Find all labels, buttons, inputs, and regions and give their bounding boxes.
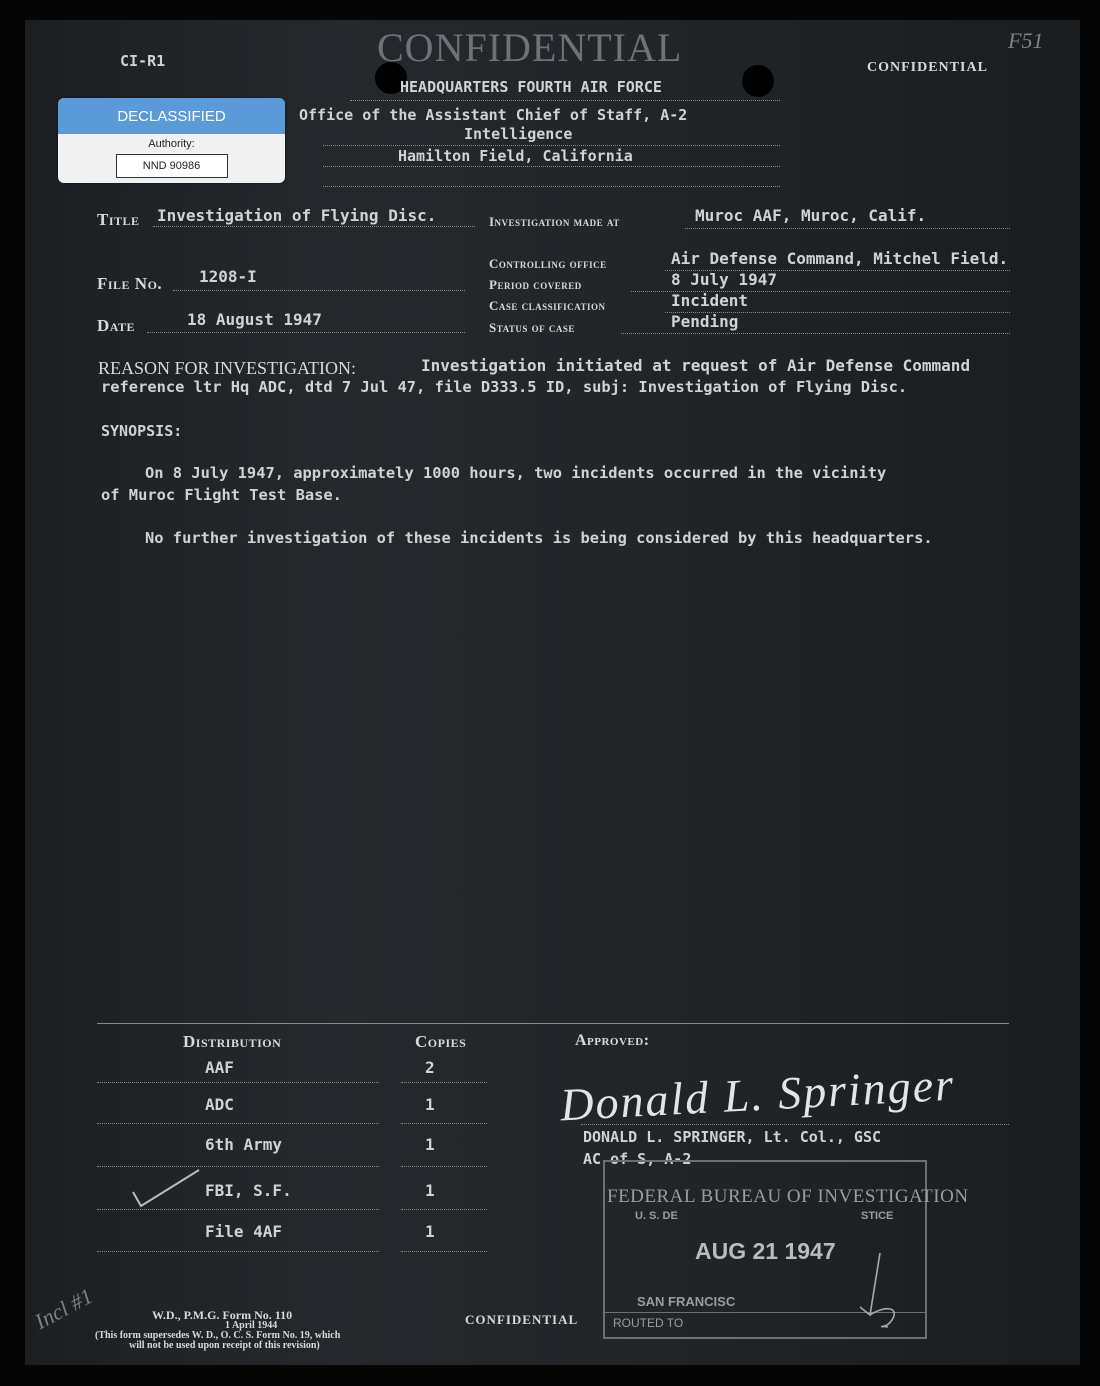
synopsis-line-3: No further investigation of these incidents is being considered by this headquarters.	[145, 529, 933, 547]
distribution-copies: 1	[425, 1181, 435, 1200]
declassified-badge	[58, 98, 285, 183]
reason-line-1: Investigation initiated at request of Air Defense Command	[421, 356, 971, 375]
title-rule	[153, 226, 475, 227]
distribution-name: 6th Army	[205, 1135, 283, 1154]
copies-rule	[401, 1209, 487, 1210]
distribution-rule	[97, 1123, 379, 1124]
header-rule-2	[323, 145, 780, 146]
file-value: 1208-I	[199, 267, 257, 286]
status-value: Pending	[671, 312, 739, 331]
form-note-2: will not be used upon receipt of this revision)	[129, 1340, 320, 1351]
date-label: Date	[97, 316, 136, 335]
fbi-stamp-city: SAN FRANCISC	[637, 1294, 736, 1309]
copies-rule	[401, 1166, 487, 1167]
distribution-copies: 2	[425, 1058, 435, 1077]
synopsis-line-2: of Muroc Flight Test Base.	[101, 486, 342, 504]
status-rule	[621, 333, 1010, 334]
controlling-value: Air Defense Command, Mitchel Field.	[671, 249, 1009, 268]
copies-rule	[401, 1082, 487, 1083]
initials-scribble-icon	[840, 1245, 910, 1335]
org-line-3: Intelligence	[464, 125, 573, 143]
distribution-rule	[97, 1251, 379, 1252]
title-value: Investigation of Flying Disc.	[157, 206, 437, 225]
status-label: Status of case	[489, 320, 575, 335]
check-mark-icon	[127, 1166, 207, 1216]
form-number: W.D., P.M.G. Form No. 110	[152, 1308, 293, 1322]
corner-marks: F51	[1008, 28, 1044, 53]
reason-line-2: reference ltr Hq ADC, dtd 7 Jul 47, file D333.5 ID, subj: Investigation of Flying Disc.	[101, 378, 908, 396]
fbi-stamp-line-2b: STICE	[861, 1210, 894, 1222]
period-label: Period covered	[489, 277, 582, 292]
distribution-copies: 1	[425, 1095, 435, 1114]
fbi-stamp-date: AUG 21 1947	[695, 1238, 836, 1264]
confidential-footer: CONFIDENTIAL	[465, 1312, 579, 1327]
copies-header: Copies	[415, 1032, 467, 1051]
classification-value: Incident	[671, 291, 749, 310]
controlling-label: Controlling office	[489, 256, 607, 271]
approver-name: DONALD L. SPRINGER, Lt. Col., GSC	[583, 1128, 882, 1146]
form-note-1: (This form supersedes W. D., O. C. S. Form No. 19, which	[95, 1330, 341, 1341]
declassified-banner: DECLASSIFIED	[58, 98, 285, 134]
title-label: Title	[97, 210, 140, 229]
punch-hole-right	[742, 65, 774, 97]
distribution-copies: 1	[425, 1135, 435, 1154]
signature: Donald L. Springer	[558, 1058, 957, 1131]
distribution-name: File 4AF	[205, 1222, 283, 1241]
copies-rule	[401, 1123, 487, 1124]
confidential-stamp-top: CONFIDENTIAL	[377, 25, 683, 70]
distribution-name: AAF	[205, 1058, 234, 1077]
header-rule-1	[350, 100, 780, 101]
signature-rule	[581, 1124, 1009, 1125]
distribution-rule	[97, 1082, 379, 1083]
synopsis-label: SYNOPSIS:	[101, 422, 183, 440]
classification-label: Case classification	[489, 298, 606, 313]
distribution-copies: 1	[425, 1222, 435, 1241]
declassified-authority-label: Authority:	[148, 138, 195, 150]
date-value: 18 August 1947	[187, 310, 322, 329]
approver-title: AC of S, A-2	[583, 1150, 692, 1168]
approved-label: Approved:	[575, 1032, 650, 1049]
org-line-4: Hamilton Field, California	[398, 147, 633, 165]
date-rule	[147, 332, 465, 333]
handwritten-enclosure: Incl #1	[30, 1283, 97, 1335]
file-rule	[173, 290, 465, 291]
distribution-name: FBI, S.F.	[205, 1181, 292, 1200]
document-sheet	[25, 20, 1080, 1365]
classification-right: CONFIDENTIAL	[867, 60, 988, 75]
copies-rule	[401, 1251, 487, 1252]
corner-code: CI-R1	[120, 52, 166, 70]
org-line-1: HEADQUARTERS FOURTH AIR FORCE	[400, 78, 662, 96]
form-date: 1 April 1944	[225, 1320, 278, 1331]
period-value: 8 July 1947	[671, 270, 777, 289]
investigation-value: Muroc AAF, Muroc, Calif.	[695, 206, 927, 225]
fbi-stamp-line-1: FEDERAL BUREAU OF INVESTIGATION	[607, 1186, 969, 1207]
distribution-header: Distribution	[183, 1032, 282, 1051]
reason-label: REASON FOR INVESTIGATION:	[98, 358, 357, 378]
investigation-rule	[685, 228, 1010, 229]
file-label: File No.	[97, 274, 163, 293]
fbi-stamp-routed: ROUTED TO	[613, 1316, 684, 1330]
synopsis-line-1: On 8 July 1947, approximately 1000 hours, two incidents occurred in the vicinity	[145, 464, 887, 482]
header-rule-3	[323, 166, 780, 167]
header-rule-4	[323, 186, 780, 187]
distribution-name: ADC	[205, 1095, 234, 1114]
distribution-separator	[97, 1023, 1009, 1024]
org-line-2: Office of the Assistant Chief of Staff, A-2	[299, 106, 688, 124]
investigation-label: Investigation made at	[489, 214, 620, 229]
declassified-authority-value: NND 90986	[116, 154, 228, 178]
fbi-stamp-line-2: U. S. DE	[635, 1210, 678, 1222]
